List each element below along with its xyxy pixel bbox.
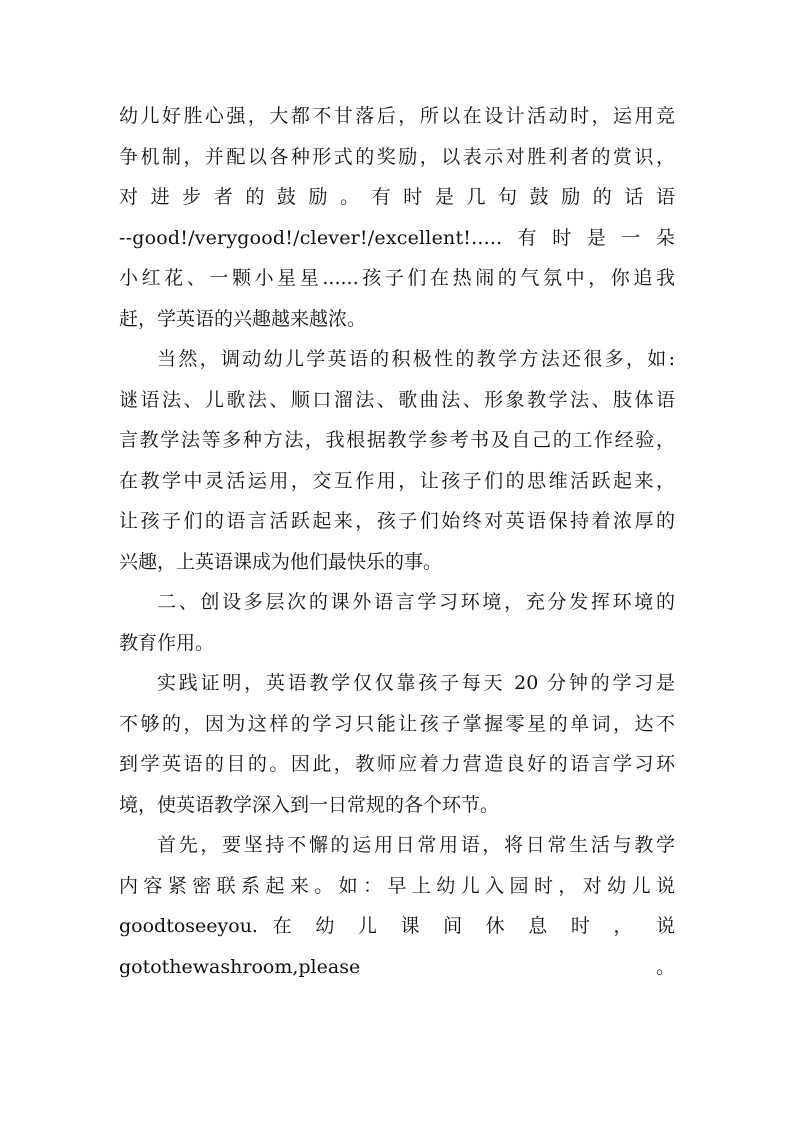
text-line: 赶，学英语的兴趣越来越浓。 [119,307,367,330]
paragraph-4 [119,663,675,825]
text-line: 让孩子们的语言活跃起来，孩子们始终对英语保持着浓厚的 [119,510,675,532]
text-line: --good!/verygood!/clever!/excellent!.....有时是一朵 [119,226,675,249]
text-line: 对 进 步 者 的 鼓 励 。 有 时 是 几 句 鼓 励 的 话 语 [119,186,675,208]
paragraph-2 [119,339,675,582]
text-line: 二、创设多层次的课外语言学习环境，充分发挥环境的 [157,591,675,613]
text-line: 到学英语的目的。因此，教师应着力营造良好的语言学习环 [119,753,675,775]
text-line: 首先，要坚持不懈的运用日常用语，将日常生活与教学 [157,834,675,856]
paragraph-1 [119,96,675,339]
paragraph-5 [119,825,675,987]
document-body [119,96,675,987]
text-line: 兴趣，上英语课成为他们最快乐的事。 [119,550,443,573]
text-line: 境，使英语教学深入到一日常规的各个环节。 [119,793,500,816]
text-line: 言教学法等多种方法，我根据教学参考书及自己的工作经验， [119,429,675,451]
text-line: 教育作用。 [119,631,215,654]
text-line: 争机制，并配以各种形式的奖励，以表示对胜利者的赏识， [119,145,675,168]
text-line: 内容紧密联系起来。如：早上幼儿入园时，对幼儿说 [119,874,675,897]
text-line: 不够的，因为这样的学习只能让孩子掌握零星的单词，达不 [119,712,675,735]
text-line: 谜语法、儿歌法、顺口溜法、歌曲法、形象教学法、肢体语 [119,388,675,411]
text-line: 当然，调动幼儿学英语的积极性的教学方法还很多，如: [157,348,675,370]
text-line: 在教学中灵活运用，交互作用，让孩子们的思维活跃起来， [119,469,675,492]
text-line: 小红花、一颗小星星......孩子们在热闹的气氛中，你追我 [119,267,675,289]
paragraph-3 [119,582,675,663]
text-line: 实践证明，英语教学仅仅靠孩子每天 20 分钟的学习是 [157,672,675,694]
text-line: gotothewashroom,please 。 [119,955,675,978]
text-line: goodtoseeyou. 在 幼 儿 课 间 休 息 时 ， 说 [119,915,675,937]
text-line: 幼儿好胜心强，大都不甘落后，所以在设计活动时，运用竞 [119,105,675,127]
